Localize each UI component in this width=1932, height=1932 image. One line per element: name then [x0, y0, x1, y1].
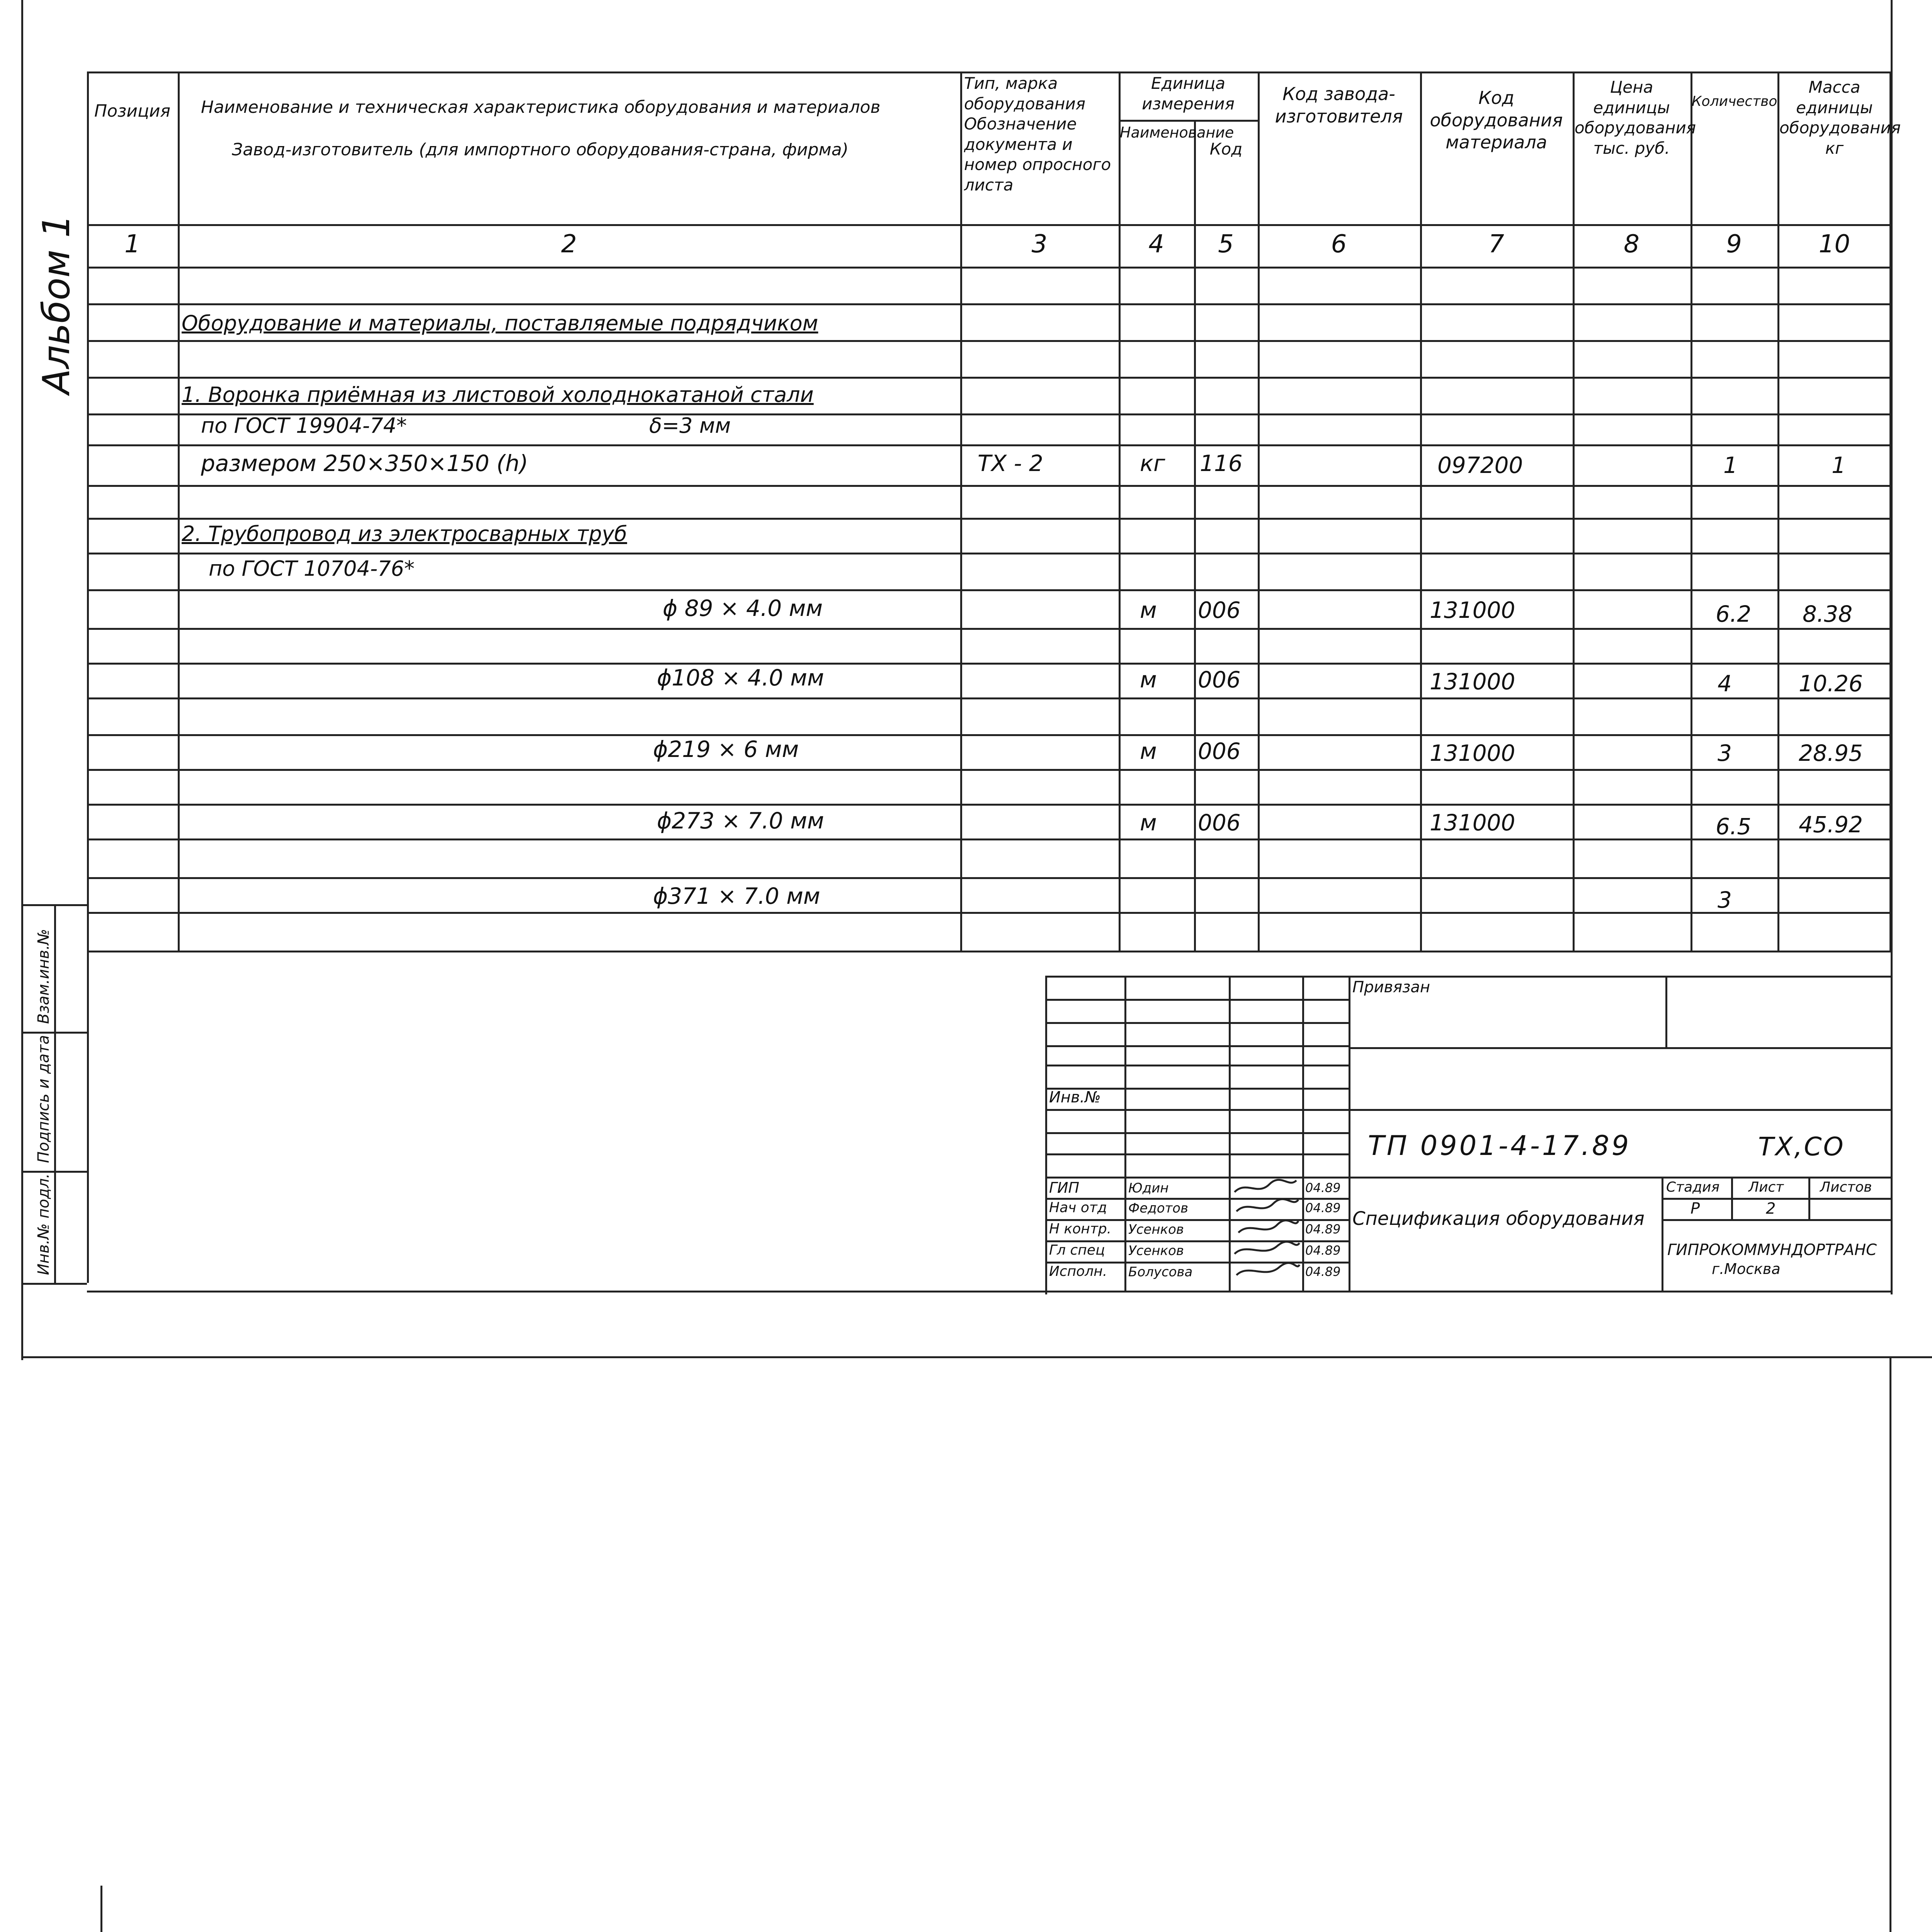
- pipe-qty: 3: [1718, 740, 1732, 766]
- stamp-role: Гл спец: [1049, 1242, 1105, 1258]
- header-quantity: Количество: [1692, 94, 1777, 109]
- item1-line1: 1. Воронка приёмная из листовой холоднокатаной стали: [182, 383, 814, 407]
- signatures: [1231, 1177, 1302, 1289]
- header-name-line2: Завод-изготовитель (для импортного оборудования-страна, фирма): [232, 140, 849, 160]
- stamp-mark: ТХ,СО: [1758, 1132, 1845, 1162]
- header-position: Позиция: [94, 101, 170, 121]
- header-factory-code: Код завода-изготовителя: [1275, 83, 1403, 127]
- item1-matcode: 097200: [1437, 452, 1523, 478]
- pipe-qty: 3: [1718, 887, 1732, 913]
- pipe-code: 006: [1198, 810, 1241, 836]
- item1-line3: размером 250×350×150 (h): [201, 450, 528, 476]
- item1-line2: по ГОСТ 19904-74*: [201, 413, 407, 438]
- pipe-size: ϕ 89 × 4.0 мм: [663, 595, 823, 621]
- section-title: Оборудование и материалы, поставляемые подрядчиком: [182, 311, 818, 335]
- stamp-date: 04.89: [1305, 1222, 1341, 1236]
- item2-line2: по ГОСТ 10704-76*: [209, 556, 415, 581]
- pipe-code: 006: [1198, 597, 1241, 623]
- side-invpodl: Инв.№ подл.: [35, 1173, 53, 1275]
- stamp-role: Н контр.: [1049, 1221, 1112, 1237]
- col-num-6: 6: [1331, 230, 1347, 259]
- pipe-mass: 10.26: [1799, 670, 1863, 697]
- header-type: Тип, марка оборудования Обозначение документа и номер опросного листа: [964, 74, 1111, 194]
- pipe-unit: м: [1140, 810, 1157, 836]
- stamp-stage: Р: [1690, 1200, 1700, 1218]
- col-num-2: 2: [561, 230, 577, 259]
- stamp-stage-label: Стадия: [1666, 1179, 1720, 1195]
- stamp-name: Усенков: [1128, 1243, 1184, 1259]
- stamp-sheet-label: Лист: [1748, 1179, 1784, 1195]
- header-unit-name: Наименование: [1120, 124, 1234, 141]
- stamp-org: ГИПРОКОММУНДОРТРАНС: [1667, 1241, 1877, 1259]
- pipe-matcode: 131000: [1430, 740, 1515, 766]
- stamp-date: 04.89: [1305, 1243, 1341, 1258]
- right-frame-line: [1889, 1356, 1891, 1932]
- col-num-5: 5: [1218, 230, 1234, 259]
- header-material-code: Код оборудования материала: [1430, 87, 1563, 153]
- pipe-matcode: 131000: [1430, 597, 1515, 623]
- col-num-3: 3: [1031, 230, 1048, 259]
- stamp-name: Федотов: [1128, 1201, 1189, 1216]
- col-num-9: 9: [1726, 230, 1742, 259]
- stamp-name: Болусова: [1128, 1264, 1193, 1280]
- item1-qty: 1: [1723, 452, 1738, 478]
- stamp-name: Юдин: [1128, 1180, 1169, 1196]
- item1-unit: кг: [1140, 450, 1165, 476]
- pipe-mass: 8.38: [1803, 601, 1853, 627]
- item1-type: ТХ - 2: [978, 450, 1043, 476]
- header-unit-code: Код: [1209, 139, 1243, 158]
- stamp-privyazan: Привязан: [1352, 978, 1430, 996]
- header-unit: Единица измерения: [1142, 74, 1235, 113]
- side-podp: Подпись и дата: [35, 1035, 53, 1163]
- stamp-name: Усенков: [1128, 1222, 1184, 1237]
- item1-delta: δ=3 мм: [649, 413, 731, 438]
- stamp-sheets-label: Листов: [1820, 1179, 1872, 1195]
- sheet-divider: [21, 1356, 1932, 1358]
- pipe-size: ϕ219 × 6 мм: [653, 736, 799, 762]
- pipe-matcode: 131000: [1430, 668, 1515, 695]
- header-price: Цена единицы оборудования тыс. руб.: [1575, 78, 1696, 158]
- stamp-city: г.Москва: [1712, 1260, 1781, 1277]
- album-label: Альбом 1: [35, 214, 78, 394]
- lower-frame-left: [100, 1886, 102, 1932]
- stamp-title: Спецификация оборудования: [1352, 1208, 1645, 1230]
- col-num-1: 1: [124, 230, 140, 259]
- header-name-line1: Наименование и техническая характеристика оборудования и материалов: [201, 97, 881, 117]
- stamp-date: 04.89: [1305, 1201, 1341, 1215]
- item1-mass: 1: [1832, 452, 1846, 478]
- pipe-qty: 6.2: [1716, 601, 1752, 627]
- stamp-role: Исполн.: [1049, 1264, 1107, 1279]
- header-mass: Масса единицы оборудования кг: [1779, 78, 1901, 158]
- pipe-size: ϕ273 × 7.0 мм: [657, 808, 824, 834]
- pipe-unit: м: [1140, 597, 1157, 623]
- pipe-code: 006: [1198, 738, 1241, 764]
- pipe-unit: м: [1140, 738, 1157, 764]
- col-num-8: 8: [1624, 230, 1639, 259]
- pipe-code: 006: [1198, 667, 1241, 693]
- col-num-10: 10: [1818, 230, 1850, 259]
- stamp-sheet: 2: [1766, 1200, 1776, 1218]
- pipe-matcode: 131000: [1430, 810, 1515, 836]
- pipe-qty: 6.5: [1716, 813, 1752, 840]
- side-vzam: Взам.инв.№: [35, 929, 53, 1024]
- col-num-7: 7: [1488, 230, 1504, 259]
- pipe-unit: м: [1140, 667, 1157, 693]
- pipe-mass: 28.95: [1799, 740, 1863, 766]
- pipe-size: ϕ371 × 7.0 мм: [653, 883, 820, 909]
- pipe-mass: 45.92: [1799, 811, 1863, 838]
- stamp-role: Нач отд: [1049, 1200, 1107, 1216]
- item2-line1: 2. Трубопровод из электросварных труб: [182, 522, 627, 546]
- pipe-size: ϕ108 × 4.0 мм: [657, 665, 824, 691]
- col-num-4: 4: [1148, 230, 1164, 259]
- stamp-date: 04.89: [1305, 1180, 1341, 1195]
- item1-code: 116: [1200, 450, 1243, 476]
- stamp-inv-no: Инв.№: [1049, 1088, 1101, 1106]
- pipe-qty: 4: [1718, 670, 1732, 697]
- stamp-role: ГИП: [1049, 1179, 1080, 1196]
- stamp-date: 04.89: [1305, 1264, 1341, 1279]
- stamp-doc-code: ТП 0901-4-17.89: [1368, 1130, 1631, 1162]
